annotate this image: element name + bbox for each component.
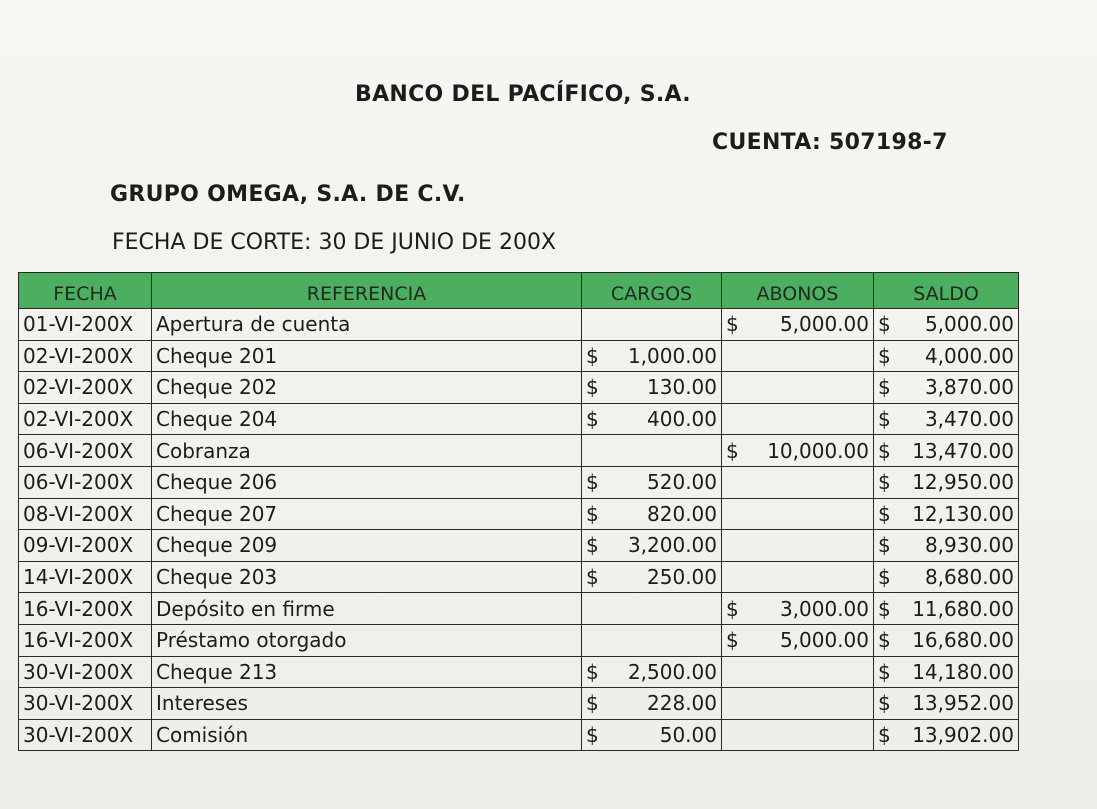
cell-referencia: Depósito en firme xyxy=(152,593,582,625)
currency-symbol: $ xyxy=(878,501,891,526)
table-row xyxy=(19,624,1019,656)
currency-symbol: $ xyxy=(878,691,891,716)
cell-fecha: 06-VI-200X xyxy=(19,466,152,498)
currency-symbol: $ xyxy=(586,723,599,748)
column-header-saldo: SALDO xyxy=(874,273,1019,309)
cell-saldo xyxy=(874,403,1019,435)
cell-abonos xyxy=(722,656,874,688)
currency-symbol: $ xyxy=(726,438,739,463)
amount-cargos: 50.00 xyxy=(659,723,717,748)
cell-saldo xyxy=(874,498,1019,530)
cell-cargos xyxy=(582,435,722,467)
currency-symbol: $ xyxy=(878,343,891,368)
cell-referencia: Cheque 204 xyxy=(152,403,582,435)
amount-saldo: 13,952.00 xyxy=(912,691,1014,716)
amount-cargos: 1,000.00 xyxy=(627,343,717,368)
table-row xyxy=(19,372,1019,404)
table-row xyxy=(19,309,1019,341)
cell-fecha: 06-VI-200X xyxy=(19,435,152,467)
cell-fecha: 02-VI-200X xyxy=(19,403,152,435)
cell-saldo xyxy=(874,656,1019,688)
currency-symbol: $ xyxy=(586,533,599,558)
amount-saldo: 8,930.00 xyxy=(924,533,1014,558)
cell-abonos xyxy=(722,561,874,593)
cell-abonos xyxy=(722,688,874,720)
currency-symbol: $ xyxy=(878,407,891,432)
currency-symbol: $ xyxy=(878,565,891,590)
amount-saldo: 3,470.00 xyxy=(924,407,1014,432)
currency-symbol: $ xyxy=(586,501,599,526)
cell-fecha: 02-VI-200X xyxy=(19,372,152,404)
cell-referencia: Préstamo otorgado xyxy=(152,624,582,656)
cell-saldo xyxy=(874,530,1019,562)
cell-abonos xyxy=(722,403,874,435)
amount-saldo: 4,000.00 xyxy=(924,343,1014,368)
cell-cargos xyxy=(582,656,722,688)
currency-symbol: $ xyxy=(878,533,891,558)
amount-saldo: 11,680.00 xyxy=(912,596,1014,621)
amount-abonos: 5,000.00 xyxy=(779,628,869,653)
amount-saldo: 16,680.00 xyxy=(912,628,1014,653)
cell-saldo xyxy=(874,340,1019,372)
cell-abonos xyxy=(722,624,874,656)
currency-symbol: $ xyxy=(726,628,739,653)
currency-symbol: $ xyxy=(878,375,891,400)
table-row xyxy=(19,435,1019,467)
currency-symbol: $ xyxy=(878,470,891,495)
amount-cargos: 228.00 xyxy=(647,691,717,716)
cell-referencia: Cheque 206 xyxy=(152,466,582,498)
cell-referencia: Cheque 202 xyxy=(152,372,582,404)
amount-saldo: 12,130.00 xyxy=(912,501,1014,526)
cell-saldo xyxy=(874,372,1019,404)
table-row xyxy=(19,719,1019,751)
cell-abonos xyxy=(722,309,874,341)
cell-referencia: Comisión xyxy=(152,719,582,751)
cell-cargos xyxy=(582,688,722,720)
cell-referencia: Cheque 209 xyxy=(152,530,582,562)
bank-statement-table xyxy=(18,272,1019,751)
table-row xyxy=(19,530,1019,562)
amount-saldo: 13,902.00 xyxy=(912,723,1014,748)
cell-saldo xyxy=(874,624,1019,656)
amount-abonos: 10,000.00 xyxy=(767,438,869,463)
cell-saldo xyxy=(874,719,1019,751)
cell-referencia: Cobranza xyxy=(152,435,582,467)
currency-symbol: $ xyxy=(726,312,739,337)
cell-cargos xyxy=(582,498,722,530)
company-name: GRUPO OMEGA, S.A. DE C.V. xyxy=(110,182,466,207)
table-row xyxy=(19,561,1019,593)
amount-cargos: 250.00 xyxy=(647,565,717,590)
amount-cargos: 400.00 xyxy=(647,407,717,432)
bank-title: BANCO DEL PACÍFICO, S.A. xyxy=(355,82,691,107)
cell-cargos xyxy=(582,372,722,404)
column-header-referencia: REFERENCIA xyxy=(152,273,582,309)
amount-abonos: 5,000.00 xyxy=(779,312,869,337)
currency-symbol: $ xyxy=(586,659,599,684)
cell-fecha: 08-VI-200X xyxy=(19,498,152,530)
cell-fecha: 02-VI-200X xyxy=(19,340,152,372)
cell-fecha: 14-VI-200X xyxy=(19,561,152,593)
cell-cargos xyxy=(582,309,722,341)
cell-cargos xyxy=(582,403,722,435)
cell-referencia: Cheque 213 xyxy=(152,656,582,688)
cell-cargos xyxy=(582,340,722,372)
table-row xyxy=(19,466,1019,498)
cell-referencia: Cheque 201 xyxy=(152,340,582,372)
table-header-row xyxy=(19,273,1019,309)
cell-abonos xyxy=(722,435,874,467)
amount-saldo: 8,680.00 xyxy=(924,565,1014,590)
table-row xyxy=(19,688,1019,720)
cell-abonos xyxy=(722,593,874,625)
cell-fecha: 30-VI-200X xyxy=(19,688,152,720)
table-row xyxy=(19,656,1019,688)
currency-symbol: $ xyxy=(586,375,599,400)
cell-abonos xyxy=(722,466,874,498)
column-header-abonos: ABONOS xyxy=(722,273,874,309)
amount-saldo: 5,000.00 xyxy=(924,312,1014,337)
cell-fecha: 30-VI-200X xyxy=(19,719,152,751)
account-number: CUENTA: 507198-7 xyxy=(712,130,948,155)
amount-cargos: 3,200.00 xyxy=(627,533,717,558)
currency-symbol: $ xyxy=(586,565,599,590)
cell-cargos xyxy=(582,561,722,593)
cell-saldo xyxy=(874,309,1019,341)
table-row xyxy=(19,498,1019,530)
cell-saldo xyxy=(874,688,1019,720)
cell-cargos xyxy=(582,624,722,656)
cell-fecha: 16-VI-200X xyxy=(19,593,152,625)
amount-saldo: 14,180.00 xyxy=(912,659,1014,684)
cell-cargos xyxy=(582,466,722,498)
amount-abonos: 3,000.00 xyxy=(779,596,869,621)
currency-symbol: $ xyxy=(878,659,891,684)
amount-saldo: 3,870.00 xyxy=(924,375,1014,400)
table-body xyxy=(19,309,1019,751)
column-header-cargos: CARGOS xyxy=(582,273,722,309)
cutoff-date: FECHA DE CORTE: 30 DE JUNIO DE 200X xyxy=(112,230,557,255)
table-row xyxy=(19,593,1019,625)
currency-symbol: $ xyxy=(586,343,599,368)
cell-fecha: 09-VI-200X xyxy=(19,530,152,562)
amount-saldo: 12,950.00 xyxy=(912,470,1014,495)
cell-saldo xyxy=(874,466,1019,498)
cell-fecha: 01-VI-200X xyxy=(19,309,152,341)
amount-saldo: 13,470.00 xyxy=(912,438,1014,463)
cell-fecha: 16-VI-200X xyxy=(19,624,152,656)
currency-symbol: $ xyxy=(878,312,891,337)
currency-symbol: $ xyxy=(878,596,891,621)
cell-abonos xyxy=(722,340,874,372)
cell-referencia: Cheque 207 xyxy=(152,498,582,530)
column-header-fecha: FECHA xyxy=(19,273,152,309)
currency-symbol: $ xyxy=(586,691,599,716)
cell-cargos xyxy=(582,530,722,562)
amount-cargos: 130.00 xyxy=(647,375,717,400)
cell-cargos xyxy=(582,593,722,625)
amount-cargos: 2,500.00 xyxy=(627,659,717,684)
currency-symbol: $ xyxy=(878,438,891,463)
cell-abonos xyxy=(722,372,874,404)
currency-symbol: $ xyxy=(726,596,739,621)
cell-saldo xyxy=(874,435,1019,467)
cell-referencia: Apertura de cuenta xyxy=(152,309,582,341)
cell-saldo xyxy=(874,561,1019,593)
amount-cargos: 820.00 xyxy=(647,501,717,526)
cell-abonos xyxy=(722,530,874,562)
cell-fecha: 30-VI-200X xyxy=(19,656,152,688)
cell-abonos xyxy=(722,498,874,530)
table-row xyxy=(19,403,1019,435)
currency-symbol: $ xyxy=(586,407,599,432)
cell-referencia: Cheque 203 xyxy=(152,561,582,593)
currency-symbol: $ xyxy=(586,470,599,495)
cell-referencia: Intereses xyxy=(152,688,582,720)
cell-cargos xyxy=(582,719,722,751)
table-row xyxy=(19,340,1019,372)
currency-symbol: $ xyxy=(878,628,891,653)
amount-cargos: 520.00 xyxy=(647,470,717,495)
currency-symbol: $ xyxy=(878,723,891,748)
cell-abonos xyxy=(722,719,874,751)
cell-saldo xyxy=(874,593,1019,625)
